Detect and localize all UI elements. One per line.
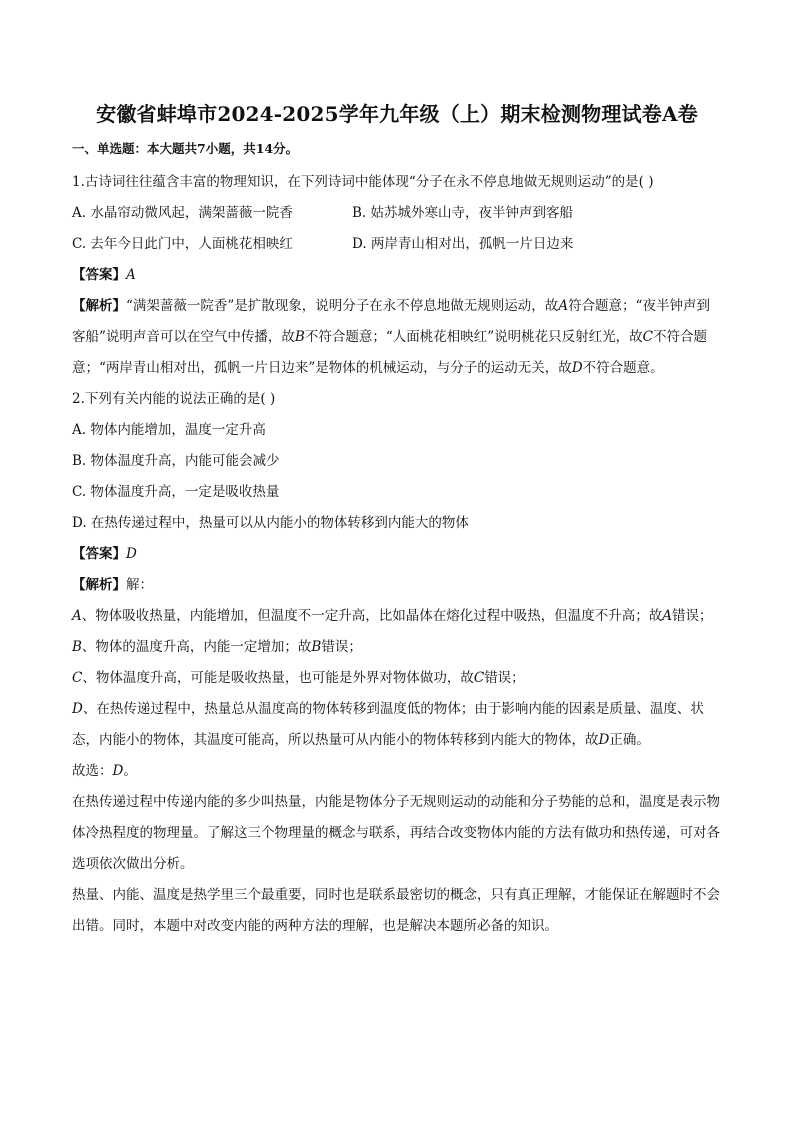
answer-line xyxy=(72,260,722,291)
option-letter: D xyxy=(72,701,83,717)
option-letter: A xyxy=(662,608,672,624)
option-letter: D xyxy=(571,360,583,376)
analysis-text: 符合题意；“夜半钟声到客船”说明声音可以在空气中传播，故 xyxy=(72,298,710,345)
option-b: B. 物体温度升高，内能可能会减少 xyxy=(72,453,280,469)
analysis-text: 、物体温度升高，可能是吸收热量，也可能是外界对物体做功，故 xyxy=(82,670,474,686)
analysis-heading xyxy=(72,570,722,601)
option-d: D. 在热传递过程中，热量可以从内能小的物体转移到内能大的物体 xyxy=(72,515,469,531)
analysis-text: 正确。 xyxy=(609,732,650,748)
options-grid xyxy=(72,198,722,260)
option-letter: C xyxy=(642,329,653,345)
answer-value: D xyxy=(126,546,137,562)
option-b: B. 姑苏城外寒山寺，夜半钟声到客船 xyxy=(352,205,574,221)
explanation-paragraph: 热量、内能、温度是热学里三个最重要，同时也是联系最密切的概念，只有真正理解，才能保证在解题时不会出错。同时，本题中对改变内能的两种方法的理解，也是解决本题所必备的知识。 xyxy=(72,887,720,934)
choose-label: 故选： xyxy=(72,763,113,779)
analysis-text: 不符合题意；“两岸青山相对出，孤帆一片日边来”是物体的机械运动，与分子的运动无关，故 xyxy=(72,329,707,376)
question-2 xyxy=(72,384,722,942)
option-c: C. 物体温度升高，一定是吸收热量 xyxy=(72,484,280,500)
page-title: 安徽省蚌埠市2024-2025学年九年级（上）期末检测物理试卷A卷 xyxy=(96,102,698,126)
analysis-label: 【解析】 xyxy=(72,577,126,593)
analysis-text: “满架蔷薇一院香”是扩散现象，说明分子在永不停息地做无规则运动，故 xyxy=(126,298,559,314)
analysis-text: 。 xyxy=(123,763,137,779)
answer-value: A xyxy=(126,267,136,283)
analysis-label: 【解析】 xyxy=(72,298,126,314)
option-letter: D xyxy=(112,763,124,779)
analysis-line-c xyxy=(72,663,722,694)
document-page xyxy=(72,98,722,942)
answer-label: 【答案】 xyxy=(72,546,126,562)
choose-line xyxy=(72,756,722,787)
analysis-text: 错误； xyxy=(672,608,713,624)
option-letter: B xyxy=(294,329,305,345)
option-a: A. 水晶帘动微风起，满架蔷薇一院香 xyxy=(72,205,293,221)
answer-line xyxy=(72,539,722,570)
analysis-line-d xyxy=(72,694,722,756)
analysis-text: 错误； xyxy=(321,639,362,655)
option-letter: C xyxy=(473,670,485,686)
question-stem: 2.下列有关内能的说法正确的是( ) xyxy=(72,391,276,407)
question-stem: 1.古诗词往往蕴含丰富的物理知识，在下列诗词中能体现“分子在永不停息地做无规则运动”的是( ) xyxy=(72,174,654,190)
analysis-text: 、在热传递过程中，热量总从温度高的物体转移到温度低的物体；由于影响内能的因素是质量、温度、状态，内能小的物体，其温度可能高，所以热量可从内能小的物体转移到内能大的物体，故 xyxy=(72,701,704,748)
question-1 xyxy=(72,167,722,384)
option-letter: B xyxy=(72,639,82,655)
option-letter: A xyxy=(72,608,82,624)
explanation-paragraph: 在热传递过程中传递内能的多少叫热量，内能是物体分子无规则运动的动能和分子势能的总和，温度是表示物体冷热程度的物理量。了解这三个物理量的概念与联系，再结合改变物体内能的方法有做功和热传递，可对各选项依次做出分析。 xyxy=(72,794,720,872)
analysis-text: 、物体吸收热量，内能增加，但温度不一定升高，比如晶体在熔化过程中吸热，但温度不升高；故 xyxy=(81,608,663,624)
answer-label: 【答案】 xyxy=(72,267,126,283)
analysis-line-b xyxy=(72,632,722,663)
analysis-line-a xyxy=(72,601,722,632)
option-a: A. 物体内能增加，温度一定升高 xyxy=(72,422,266,438)
option-letter: A xyxy=(558,298,569,314)
analysis xyxy=(72,291,722,384)
analysis-text: 错误； xyxy=(484,670,525,686)
option-letter: B xyxy=(311,639,322,655)
analysis-intro: 解： xyxy=(126,577,153,593)
option-letter: D xyxy=(598,732,610,748)
option-d: D. 两岸青山相对出，孤帆一片日边来 xyxy=(352,236,574,252)
analysis-text: 、物体的温度升高，内能一定增加；故 xyxy=(81,639,312,655)
analysis-text: 不符合题意；“人面桃花相映红”说明桃花只反射红光，故 xyxy=(304,329,643,345)
section-heading: 一、单选题：本大题共7小题，共14分。 xyxy=(72,141,299,156)
option-c: C. 去年今日此门中，人面桃花相映红 xyxy=(72,236,293,252)
option-letter: C xyxy=(72,670,83,686)
analysis-text: 不符合题意。 xyxy=(582,360,664,376)
